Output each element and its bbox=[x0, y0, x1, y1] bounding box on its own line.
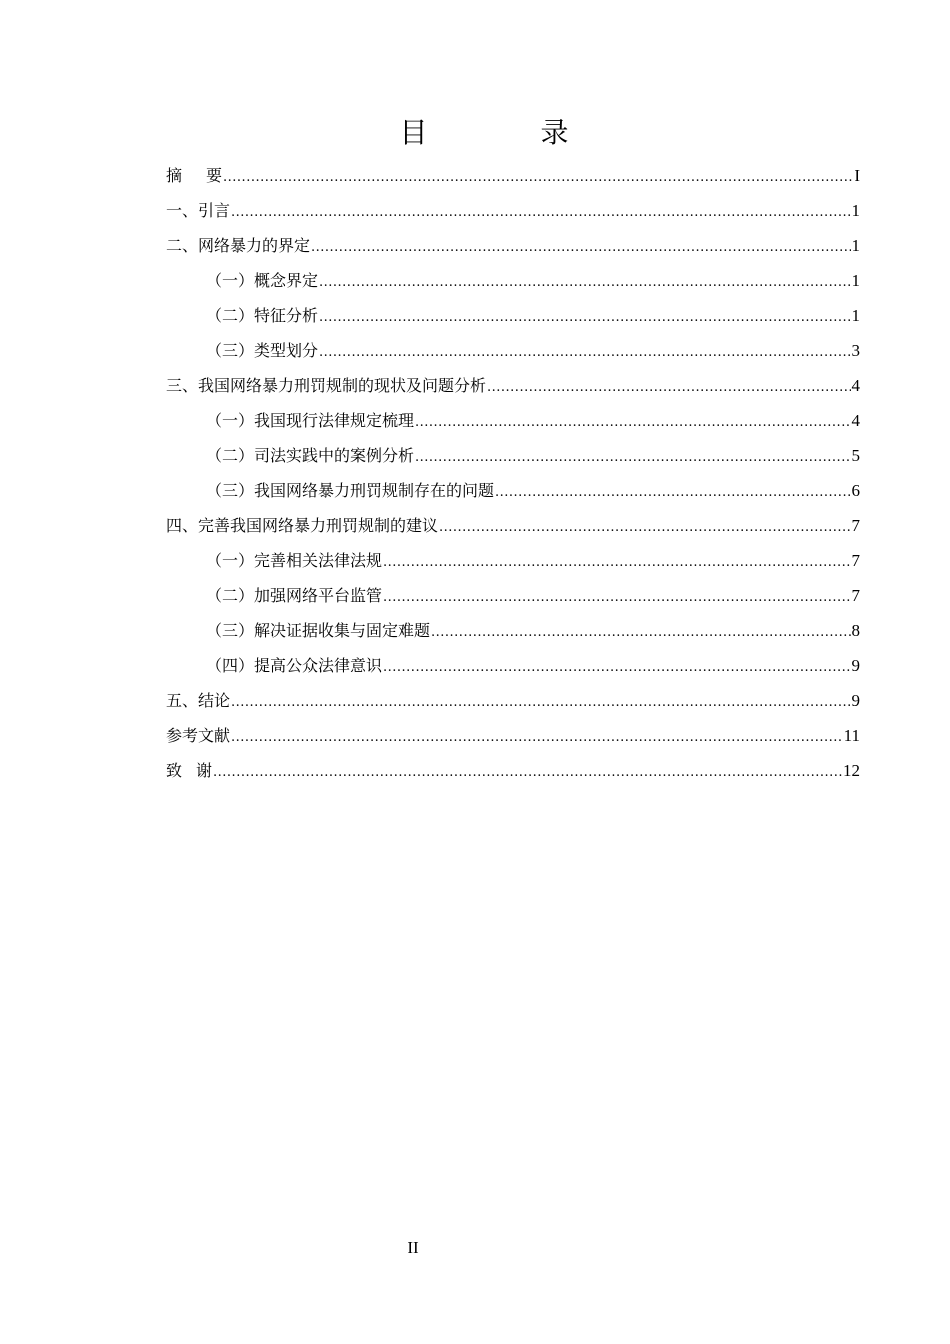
toc-entry[interactable] bbox=[166, 368, 860, 403]
toc-entry-acknowledgements[interactable] bbox=[166, 753, 860, 788]
toc-entry-page: 9 bbox=[851, 691, 860, 710]
toc-entry-label: 五、结论 bbox=[166, 691, 231, 710]
toc-subentry[interactable] bbox=[166, 543, 860, 578]
toc-subentry[interactable] bbox=[166, 263, 860, 298]
dot-leader bbox=[415, 405, 850, 440]
toc-entry-page: 3 bbox=[851, 341, 860, 360]
toc-subentry[interactable] bbox=[166, 578, 860, 613]
toc-entry-label: （一）我国现行法律规定梳理 bbox=[206, 411, 415, 430]
toc-subentry[interactable] bbox=[166, 613, 860, 648]
toc-entry-page: 1 bbox=[851, 236, 860, 255]
toc-entry-label: （二）司法实践中的案例分析 bbox=[206, 446, 415, 465]
toc-subentry[interactable] bbox=[166, 648, 860, 683]
toc-subentry[interactable] bbox=[166, 333, 860, 368]
toc-entry-page: 11 bbox=[843, 726, 860, 745]
toc-entry-label: 摘 要 bbox=[166, 166, 223, 185]
toc-entry-label: （二）特征分析 bbox=[206, 306, 319, 325]
toc-entry[interactable] bbox=[166, 228, 860, 263]
dot-leader bbox=[415, 440, 850, 475]
toc-entry[interactable] bbox=[166, 508, 860, 543]
dot-leader bbox=[311, 230, 850, 265]
toc-entry-page: 9 bbox=[851, 656, 860, 675]
toc-entry-page: 7 bbox=[851, 516, 860, 535]
toc-entry-abstract[interactable] bbox=[166, 158, 860, 193]
toc-entry-page: 8 bbox=[851, 621, 860, 640]
toc-entry[interactable] bbox=[166, 193, 860, 228]
toc-entry-label: （四）提高公众法律意识 bbox=[206, 656, 383, 675]
dot-leader bbox=[231, 195, 850, 230]
dot-leader bbox=[319, 335, 850, 370]
dot-leader bbox=[319, 300, 850, 335]
toc-entry[interactable] bbox=[166, 683, 860, 718]
toc-entry-page: 7 bbox=[851, 551, 860, 570]
toc-entry-page: 1 bbox=[851, 201, 860, 220]
dot-leader bbox=[439, 510, 850, 545]
toc-entry-label: 三、我国网络暴力刑罚规制的现状及问题分析 bbox=[166, 376, 487, 395]
toc-entry-label: 参考文献 bbox=[166, 726, 231, 745]
dot-leader bbox=[319, 265, 850, 300]
toc-entry-label: 一、引言 bbox=[166, 201, 231, 220]
dot-leader bbox=[231, 685, 850, 720]
toc-subentry[interactable] bbox=[166, 403, 860, 438]
toc-entry-page: I bbox=[854, 166, 860, 185]
toc-subentry[interactable] bbox=[166, 298, 860, 333]
toc-entry-label: （一）完善相关法律法规 bbox=[206, 551, 383, 570]
toc-entry-label: （三）我国网络暴力刑罚规制存在的问题 bbox=[206, 481, 495, 500]
dot-leader bbox=[383, 545, 850, 580]
dot-leader bbox=[231, 720, 843, 755]
toc-entry-page: 1 bbox=[851, 271, 860, 290]
toc-entry-page: 7 bbox=[851, 586, 860, 605]
page-number: II bbox=[407, 1238, 419, 1257]
toc-entry-label: 二、网络暴力的界定 bbox=[166, 236, 311, 255]
toc-entry-label: （三）解决证据收集与固定难题 bbox=[206, 621, 431, 640]
dot-leader bbox=[495, 475, 850, 510]
toc-entry-page: 6 bbox=[851, 481, 860, 500]
dot-leader bbox=[213, 755, 842, 790]
toc-entry[interactable] bbox=[166, 718, 860, 753]
toc-subentry[interactable] bbox=[166, 473, 860, 508]
dot-leader bbox=[487, 370, 850, 405]
toc-entry-page: 12 bbox=[843, 761, 860, 780]
toc-entry-page: 4 bbox=[851, 376, 860, 395]
page-title: 目 录 bbox=[399, 116, 621, 149]
toc-entry-label: 致 谢 bbox=[166, 761, 213, 780]
dot-leader bbox=[431, 615, 850, 650]
toc-entry-label: （三）类型划分 bbox=[206, 341, 319, 360]
toc-entry-label: （二）加强网络平台监管 bbox=[206, 586, 383, 605]
toc-subentry[interactable] bbox=[166, 438, 860, 473]
dot-leader bbox=[223, 160, 853, 195]
dot-leader bbox=[383, 650, 850, 685]
toc-entry-label: （一）概念界定 bbox=[206, 271, 319, 290]
toc-entry-page: 4 bbox=[851, 411, 860, 430]
dot-leader bbox=[383, 580, 850, 615]
toc-entry-page: 1 bbox=[851, 306, 860, 325]
table-of-contents bbox=[166, 158, 860, 788]
toc-entry-label: 四、完善我国网络暴力刑罚规制的建议 bbox=[166, 516, 439, 535]
toc-entry-page: 5 bbox=[851, 446, 860, 465]
